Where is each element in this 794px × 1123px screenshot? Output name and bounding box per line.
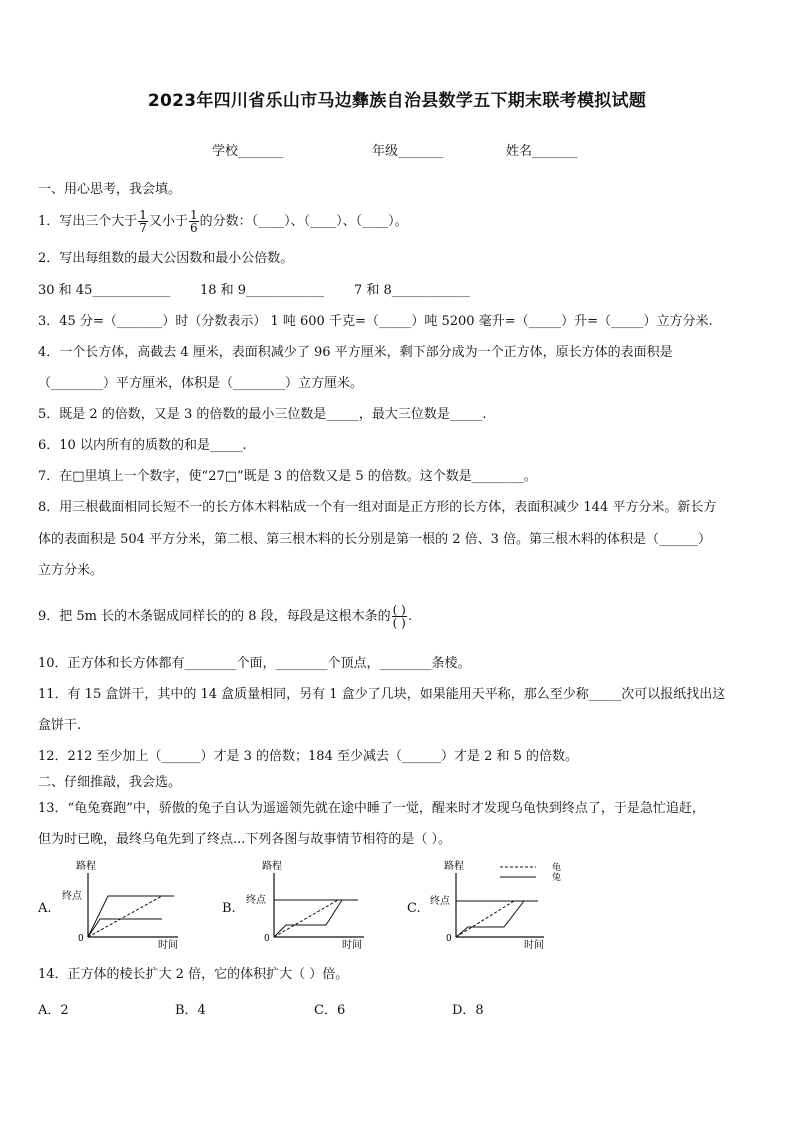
question-12: 12．212 至少加上（______）才是 3 的倍数；184 至少减去（______）才是 2 和 5 的倍数。 — [38, 749, 579, 764]
finish-label: 终点 — [246, 895, 266, 906]
finish-label: 终点 — [430, 896, 450, 907]
x-axis-label: 时间 — [342, 940, 362, 950]
question-10: 10．正方体和长方体都有________个面，________个顶点，________条棱。 — [38, 656, 471, 671]
q2-item-b: 18 和 9____________ — [200, 283, 325, 298]
finish-label: 终点 — [62, 891, 82, 902]
x-axis-label: 时间 — [524, 940, 544, 950]
fraction-denominator: 7 — [139, 221, 147, 235]
question-6: 6．10 以内所有的质数的和是_____. — [38, 438, 247, 453]
question-8-line-1: 8．用三根截面相同长短不一的长方体木料粘成一个有一组对面是正方形的长方体，表面积减少 144 平方分米。新长方 — [38, 500, 717, 515]
grade-field: 年级_______ — [372, 144, 444, 159]
fraction-blank — [392, 604, 407, 629]
question-3: 3．45 分=（_______）时（分数表示） 1 吨 600 千克=（_____）吨 5200 毫升=（_____）升=（_____）立方分米. — [38, 314, 713, 329]
question-8-line-2: 体的表面积是 504 平方分米，第二根、第三根木料的长分别是第一根的 2 倍、3 倍。第三根木料的体积是（______） — [38, 532, 712, 547]
fraction-one-seventh — [138, 209, 148, 234]
origin-label: 0 — [446, 934, 452, 944]
option-a-label: A. — [38, 901, 52, 916]
fraction-denominator: ( ) — [392, 616, 406, 630]
section-2-heading: 二、仔细推敲，我会选。 — [38, 775, 182, 790]
origin-label: 0 — [78, 934, 84, 944]
question-11-line-2: 盒饼干. — [38, 718, 82, 733]
question-1 — [38, 209, 756, 234]
q2-item-a: 30 和 45____________ — [38, 283, 171, 298]
fraction-numerator: ( ) — [392, 603, 406, 617]
y-axis-label: 路程 — [262, 861, 282, 872]
fraction-numerator: 1 — [189, 208, 198, 222]
question-13-line-1: 13．“龟兔赛跑”中，骄傲的兔子自认为遥遥领先就在途中睡了一觉，醒来时才发现乌龟快到终点了，于是急忙追赶， — [38, 801, 705, 816]
legend-tortoise-label: 龟 — [552, 863, 562, 873]
q9-prefix: 9．把 5m 长的木条锯成同样长的的 8 段，每段是这根木条的 — [38, 609, 391, 624]
q1-prefix: 1．写出三个大于 — [38, 214, 138, 229]
q14-option-c: C．6 — [314, 1003, 346, 1018]
rabbit-line — [456, 901, 524, 937]
question-2: 2．写出每组数的最大公因数和最小公倍数。 — [38, 251, 294, 266]
tortoise-line — [274, 900, 338, 937]
x-axis-label: 时间 — [158, 940, 178, 950]
question-5: 5．既是 2 的倍数，又是 3 的倍数的最小三位数是_____，最大三位数是_____. — [38, 407, 487, 422]
graph-option-c — [428, 855, 568, 950]
q9-suffix: . — [407, 609, 412, 624]
graph-option-a — [60, 855, 190, 950]
y-axis-label: 路程 — [444, 861, 464, 872]
origin-label: 0 — [264, 934, 270, 944]
graph-option-b — [242, 855, 372, 950]
fraction-one-sixth — [189, 209, 199, 234]
question-9 — [38, 604, 756, 629]
rabbit-rest-line — [88, 919, 162, 937]
question-14: 14．正方体的棱长扩大 2 倍，它的体积扩大（ ）倍。 — [38, 967, 349, 982]
q14-option-b: B．4 — [175, 1003, 206, 1018]
tortoise-line — [88, 896, 162, 937]
fraction-numerator: 1 — [139, 208, 147, 222]
name-field: 姓名_______ — [506, 144, 578, 159]
question-4-line-1: 4．一个长方体，高截去 4 厘米，表面积减少了 96 平方厘米，剩下部分成为一个正方体，原长方体的表面积是 — [38, 345, 673, 360]
tortoise-line — [456, 901, 514, 937]
section-1-heading: 一、用心思考，我会填。 — [38, 182, 182, 197]
q14-option-d: D．8 — [452, 1003, 484, 1018]
question-13-line-2: 但为时已晚，最终乌龟先到了终点...下列各图与故事情节相符的是（ ）。 — [38, 832, 452, 847]
question-4-line-2: （________）平方厘米，体积是（________）立方厘米。 — [38, 376, 364, 391]
q14-option-a: A．2 — [38, 1003, 69, 1018]
q2-item-c: 7 和 8____________ — [354, 283, 470, 298]
option-c-label: C. — [407, 901, 421, 916]
question-7: 7．在□里填上一个数字，使“27□”既是 3 的倍数又是 5 的倍数。这个数是________。 — [38, 469, 537, 484]
q1-middle: 又小于 — [148, 214, 188, 229]
q1-suffix: 的分数：（____）、（____）、（____）。 — [199, 214, 408, 229]
page-title: 2023年四川省乐山市马边彝族自治县数学五下期末联考模拟试题 — [147, 91, 647, 111]
question-11-line-1: 11．有 15 盒饼干，其中的 14 盒质量相同，另有 1 盒少了几块，如果能用天平称，那么至少称_____次可以报纸找出这 — [38, 687, 726, 702]
option-b-label: B. — [222, 901, 236, 916]
fraction-denominator: 6 — [189, 221, 198, 235]
y-axis-label: 路程 — [76, 861, 96, 872]
legend-rabbit-label: 兔 — [552, 873, 562, 883]
question-8-line-3: 立方分米。 — [38, 563, 104, 578]
school-field: 学校_______ — [212, 144, 284, 159]
rabbit-line — [88, 896, 174, 937]
